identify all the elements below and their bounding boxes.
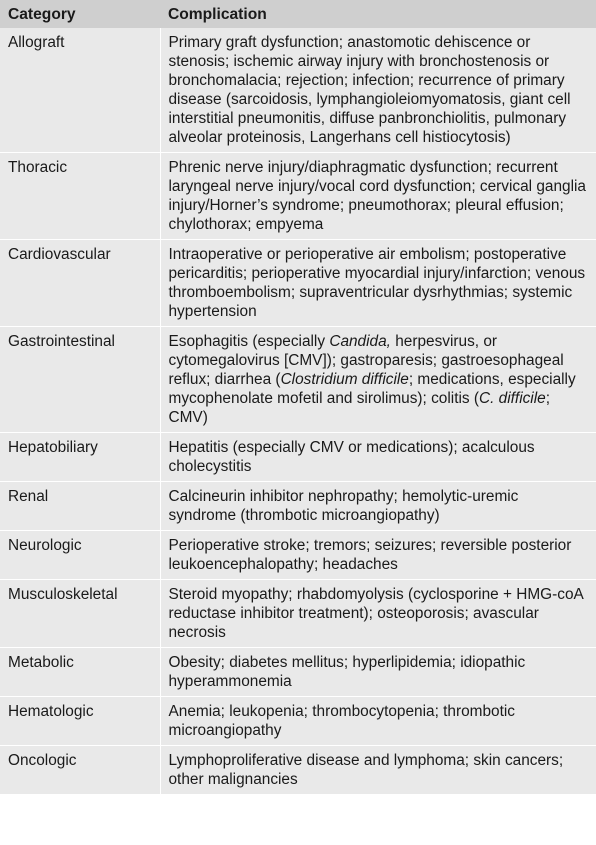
text-segment: Phrenic nerve injury/diaphragmatic dysfunction; recurrent laryngeal nerve injury/vocal cord dysfunction; cervical ganglia injury/Horner’s syndrome; pneumothorax; pleural effusion; chylothorax; empyema: [168, 159, 586, 233]
category-cell: Cardiovascular: [0, 240, 160, 327]
italic-text: Candida,: [329, 333, 391, 350]
table-row: [0, 531, 596, 580]
category-cell: Allograft: [0, 28, 160, 153]
text-segment: ; CMV): [168, 390, 550, 426]
category-cell: Musculoskeletal: [0, 580, 160, 648]
table-row: [0, 482, 596, 531]
header-row: [0, 0, 596, 28]
complication-cell: [160, 580, 596, 648]
text-segment: herpesvirus, or cytomegalovirus [CMV]); gastroparesis; gastroesophageal reflux; diarrhea (: [168, 333, 564, 388]
text-segment: Perioperative stroke; tremors; seizures; reversible posterior leukoencephalopathy; headaches: [168, 537, 572, 573]
text-segment: Lymphoproliferative disease and lymphoma; skin cancers; other malignancies: [168, 752, 564, 788]
complication-cell: [160, 327, 596, 433]
italic-text: Clostridium difficile: [280, 371, 409, 388]
complication-column-header: Complication: [160, 0, 596, 28]
category-cell: Thoracic: [0, 153, 160, 240]
table-row: [0, 433, 596, 482]
text-segment: Esophagitis (especially: [168, 333, 330, 350]
text-segment: Calcineurin inhibitor nephropathy; hemolytic-uremic syndrome (thrombotic microangiopathy): [168, 488, 519, 524]
text-segment: Hepatitis (especially CMV or medications); acalculous cholecystitis: [168, 439, 535, 475]
text-segment: ; medications, especially mycophenolate mofetil and sirolimus); colitis (: [168, 371, 576, 407]
complication-cell: [160, 648, 596, 697]
table-row: [0, 28, 596, 153]
text-segment: Intraoperative or perioperative air embolism; postoperative pericarditis; perioperative myocardial injury/infarction; venous thromboembolism; supraventricular dysrhythmias; systemic hypertension: [168, 246, 586, 320]
table-row: [0, 580, 596, 648]
table-body: [0, 28, 596, 795]
category-cell: Hematologic: [0, 697, 160, 746]
table-row: [0, 327, 596, 433]
complication-cell: [160, 697, 596, 746]
text-segment: Anemia; leukopenia; thrombocytopenia; thrombotic microangiopathy: [168, 703, 515, 739]
table-header: [0, 0, 596, 28]
category-cell: Renal: [0, 482, 160, 531]
complication-cell: [160, 153, 596, 240]
table-row: [0, 746, 596, 795]
italic-text: C. difficile: [479, 390, 546, 407]
category-cell: Gastrointestinal: [0, 327, 160, 433]
complication-cell: [160, 482, 596, 531]
table-row: [0, 648, 596, 697]
table-row: [0, 240, 596, 327]
text-segment: Obesity; diabetes mellitus; hyperlipidemia; idiopathic hyperammonemia: [168, 654, 526, 690]
text-segment: Steroid myopathy; rhabdomyolysis (cyclosporine + HMG-coA reductase inhibitor treatment); osteoporosis; avascular necrosis: [168, 586, 583, 641]
complication-cell: [160, 433, 596, 482]
category-cell: Oncologic: [0, 746, 160, 795]
category-column-header: Category: [0, 0, 160, 28]
complication-cell: [160, 240, 596, 327]
complication-cell: [160, 746, 596, 795]
category-cell: Hepatobiliary: [0, 433, 160, 482]
table-row: [0, 153, 596, 240]
text-segment: Primary graft dysfunction; anastomotic dehiscence or stenosis; ischemic airway injury with bronchostenosis or bronchomalacia; rejection; infection; recurrence of primary disease (sarcoidosis, lymphangioleiomyomatosis, giant cell interstitial pneumonitis, diffuse panbronchiolitis, pulmonary alveolar proteinosis, Langerhans cell histiocytosis): [168, 34, 571, 146]
complication-cell: [160, 28, 596, 153]
complication-cell: [160, 531, 596, 580]
category-cell: Neurologic: [0, 531, 160, 580]
table-row: [0, 697, 596, 746]
category-cell: Metabolic: [0, 648, 160, 697]
